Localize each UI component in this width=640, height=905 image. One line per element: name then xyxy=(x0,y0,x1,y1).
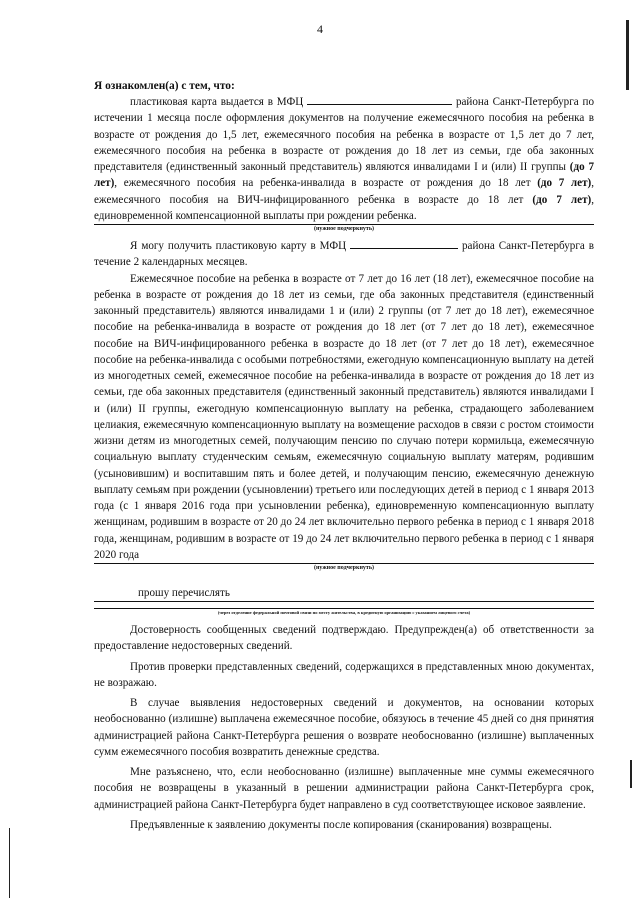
scan-edge-mark-left xyxy=(9,828,10,898)
card-issue-text-4: , единовременной компенсационной выплаты при рождении ребенка. xyxy=(94,193,594,222)
card-issue-district-label: района xyxy=(455,96,489,108)
underline-caption-2: (нужное подчеркнуть) xyxy=(313,565,375,571)
card-issue-block xyxy=(94,94,594,225)
court-notice-paragraph: Мне разъяснено, что, если необоснованно (излишне) выплаченные мне суммы ежемесячного пособия не возвращены в указанный в решении администрации района Санкт-Петербурга срок, администрацией района Санкт-Петербурга будет направлено в суд соответствующее исковое заявление. xyxy=(94,766,594,811)
card-issue-paragraph xyxy=(94,94,594,224)
transfer-label: прошу перечислять xyxy=(138,587,230,599)
card-pickup-paragraph xyxy=(94,238,594,271)
mfc-pickup-blank[interactable] xyxy=(350,239,458,249)
page-number: 4 xyxy=(317,22,323,36)
card-issue-bold-3: (до 7 лет) xyxy=(532,193,592,206)
card-issue-bold-1: (до 7 лет) xyxy=(94,161,594,190)
card-issue-bold-2: (до 7 лет) xyxy=(537,177,592,190)
documents-returned-paragraph: Предъявленные к заявлению документы после копирования (сканирования) возвращены. xyxy=(130,818,552,831)
scan-edge-mark-top-right xyxy=(626,20,629,90)
confirmation-paragraph: Достоверность сообщенных сведений подтверждаю. Предупрежден(а) об ответственности за предоставление недостоверных сведений. xyxy=(94,624,594,653)
mfc-name-blank[interactable] xyxy=(307,95,452,105)
card-issue-text-1: Санкт-Петербурга по истечении 1 месяца после оформления документов на получение ежемесячного пособия на ребенка в возрасте от рождения до 1,5 лет, ежемесячного пособия на ребенка в возрасте от 1,5 лет до 7 лет, ежемесячного пособия на ребенка в возрасте от рождения до 18 лет из семьи, где оба законных представителя (единственный законный представитель) являются инвалидами I и (или) II группы xyxy=(94,96,594,173)
benefits-list-block xyxy=(94,271,594,565)
transfer-caption: (через отделение федеральной почтовой связи по месту жительства, в кредитную организацию с указанием лицевого счета) xyxy=(217,610,471,615)
acknowledgement-heading: Я ознакомлен(а) с тем, что: xyxy=(94,80,235,92)
transfer-method-field[interactable] xyxy=(94,585,594,602)
card-pickup-text: Санкт-Петербурга в течение 2 календарных месяцев. xyxy=(94,240,594,269)
scan-edge-mark-right xyxy=(630,760,632,788)
document-body xyxy=(94,78,594,833)
underline-caption-1: (нужное подчеркнуть) xyxy=(313,226,375,232)
transfer-continuation-line xyxy=(94,602,594,609)
card-issue-text-2: , ежемесячного пособия на ребенка-инвалида в возрасте от рождения до 18 лет xyxy=(114,177,531,190)
card-issue-lead: пластиковая карта выдается в МФЦ xyxy=(130,96,304,108)
card-pickup-lead: Я могу получить пластиковую карту в МФЦ xyxy=(130,240,347,252)
card-pickup-district-label: района xyxy=(461,240,495,252)
card-issue-text-3: , ежемесячного пособия на ВИЧ-инфицированного ребенка в возрасте до 18 лет xyxy=(94,177,594,206)
benefits-list-paragraph: Ежемесячное пособие на ребенка в возрасте от 7 лет до 16 лет (18 лет), ежемесячное пособие на ребенка в возрасте от рождения до 18 лет из семьи, где оба законных представителя (единственный законный представитель) являются инвалидами 1 и (или) 2 группы (от 7 лет до 18 лет), ежемесячное пособие на ребенка-инвалида в возрасте от рождения до 18 лет (от 7 лет до 18 лет), ежемесячное пособие на ВИЧ-инфицированного ребенка в возрасте до 18 лет (от 7 лет до 18 лет), ежемесячное пособие на ребенка-инвалида с особыми потребностями, ежегодную компенсационную выплату на детей из многодетных семей, ежемесячное пособие на ребенка-инвалида в возрасте от рождения до 18 лет из семьи, где оба законных представителя (единственный законный представитель) являются инвалидами I и (или) II группы, ежегодную компенсационную выплату на ребенка, страдающего заболеванием целиакия, ежемесячную компенсационную выплату на возмещение расходов в связи с ростом стоимости жизни детям из многодетных семей, получающим пенсию по случаю потери кормильца, ежемесячную социальную выплату студенческим семьям, ежемесячную социальную выплату матерям, родившим (усыновившим) и воспитавшим пять и более детей, и получающим пенсию, ежемесячную денежную выплату семьям при рождении (усыновлении) третьего или последующих детей в период с 1 января 2013 года (с 1 января 2016 года при усыновлении ребенка), единовременную компенсационную выплату женщинам, родившим в возрасте от 20 до 24 лет включительно первого ребенка в период с 1 января 2018 года, женщинам, родившим в возрасте от 19 до 24 лет включительно первого ребенка в период с 1 января 2020 года xyxy=(94,272,594,561)
verification-consent-paragraph: Против проверки представленных сведений, содержащихся в представленных мною документах, не возражаю. xyxy=(94,660,594,689)
refund-obligation-paragraph: В случае выявления недостоверных сведений и документов, на основании которых необоснованно (излишне) выплачена ежемесячное пособие, обязуюсь в течение 45 дней со дня принятия администрацией района Санкт-Петербурга решения о возврате необоснованно (излишне) выплаченных сумм ежемесячного пособия возвратить денежные средства. xyxy=(94,697,594,758)
